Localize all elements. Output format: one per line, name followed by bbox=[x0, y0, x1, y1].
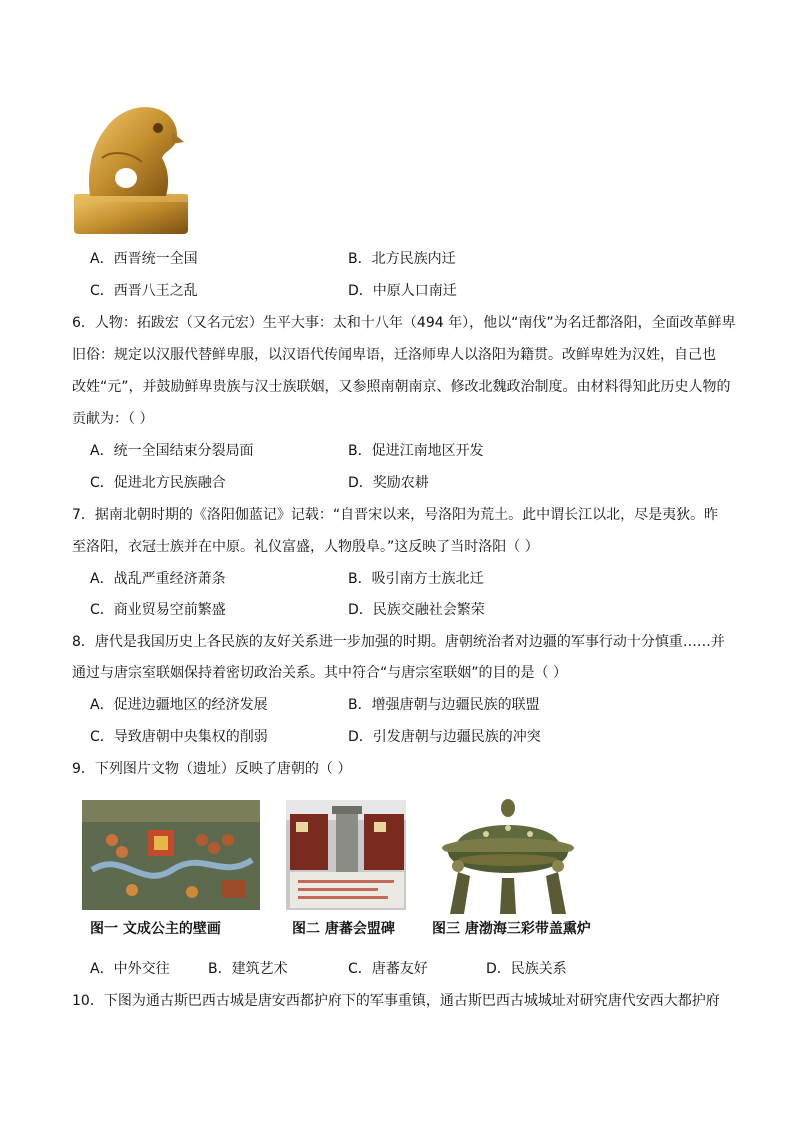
q7-stem-line-2: 至洛阳，衣冠士族并在中原。礼仪富盛，人物殷阜。”这反映了当时洛阳（ ） bbox=[72, 539, 539, 555]
q6-option-c: C．促进北方民族融合 bbox=[90, 475, 226, 491]
q8-option-c: C．导致唐朝中央集权的削弱 bbox=[90, 729, 268, 745]
q9-stem: 9．下列图片文物（遗址）反映了唐朝的（ ） bbox=[72, 761, 352, 777]
incense-burner-image bbox=[436, 796, 580, 918]
q6-stem-line-4: 贡献为：（ ） bbox=[72, 411, 154, 427]
q9-option-d: D．民族关系 bbox=[486, 961, 567, 977]
figure-3-caption: 图三 唐渤海三彩带盖熏炉 bbox=[432, 921, 591, 937]
stele-image bbox=[286, 800, 406, 910]
q8-option-b: B．增强唐朝与边疆民族的联盟 bbox=[348, 697, 540, 713]
q7-stem-line-1: 7．据南北朝时期的《洛阳伽蓝记》记载：“自晋宋以来，号洛阳为荒土。此中谓长江以北，尽是夷狄。昨 bbox=[72, 507, 719, 523]
q6-option-b: B．促进江南地区开发 bbox=[348, 443, 484, 459]
q7-option-d: D．民族交融社会繁荣 bbox=[348, 602, 485, 618]
mural-image bbox=[82, 800, 260, 910]
seal-icon bbox=[72, 98, 190, 236]
q7-option-c: C．商业贸易空前繁盛 bbox=[90, 602, 226, 618]
q7-option-a: A．战乱严重经济萧条 bbox=[90, 571, 226, 587]
q8-option-a: A．促进边疆地区的经济发展 bbox=[90, 697, 268, 713]
q6-option-a: A．统一全国结束分裂局面 bbox=[90, 443, 254, 459]
q5-option-d: D．中原人口南迁 bbox=[348, 283, 457, 299]
q5-option-a: A．西晋统一全国 bbox=[90, 251, 198, 267]
q6-stem-line-2: 旧俗：规定以汉服代替鲜卑服，以汉语代传闻卑语，迁洛师卑人以洛阳为籍贯。改鲜卑姓为汉姓，自己也 bbox=[72, 347, 716, 363]
figure-1-caption: 图一 文成公主的壁画 bbox=[90, 921, 221, 937]
q9-option-a: A．中外交往 bbox=[90, 961, 170, 977]
q5-option-c: C．西晋八王之乱 bbox=[90, 283, 198, 299]
q8-stem-line-2: 通过与唐宗室联姻保持着密切政治关系。其中符合“与唐宗室联姻”的目的是（ ） bbox=[72, 665, 567, 681]
q9-option-c: C．唐蕃友好 bbox=[348, 961, 428, 977]
q6-stem-line-1: 6．人物：拓跋宏（又名元宏）生平大事：太和十八年（494 年），他以“南伐”为名迁都洛阳，全面改革鲜卑 bbox=[72, 315, 736, 331]
q7-option-b: B．吸引南方士族北迁 bbox=[348, 571, 484, 587]
q6-option-d: D．奖励农耕 bbox=[348, 475, 429, 491]
figure-2-caption: 图二 唐蕃会盟碑 bbox=[292, 921, 395, 937]
q8-stem-line-1: 8．唐代是我国历史上各民族的友好关系进一步加强的时期。唐朝统治者对边疆的军事行动十分慎重……并 bbox=[72, 634, 725, 650]
q10-stem-line-1: 10．下图为通古斯巴西古城是唐安西都护府下的军事重镇，通古斯巴西古城城址对研究唐代安西大都护府 bbox=[72, 993, 720, 1009]
q9-option-b: B．建筑艺术 bbox=[208, 961, 288, 977]
q6-stem-line-3: 改姓“元”，并鼓励鲜卑贵族与汉士族联姻，又参照南朝南京、修改北魏政治制度。由材料得知此历史人物的 bbox=[72, 379, 731, 395]
q5-option-b: B．北方民族内迁 bbox=[348, 251, 456, 267]
q8-option-d: D．引发唐朝与边疆民族的冲突 bbox=[348, 729, 541, 745]
